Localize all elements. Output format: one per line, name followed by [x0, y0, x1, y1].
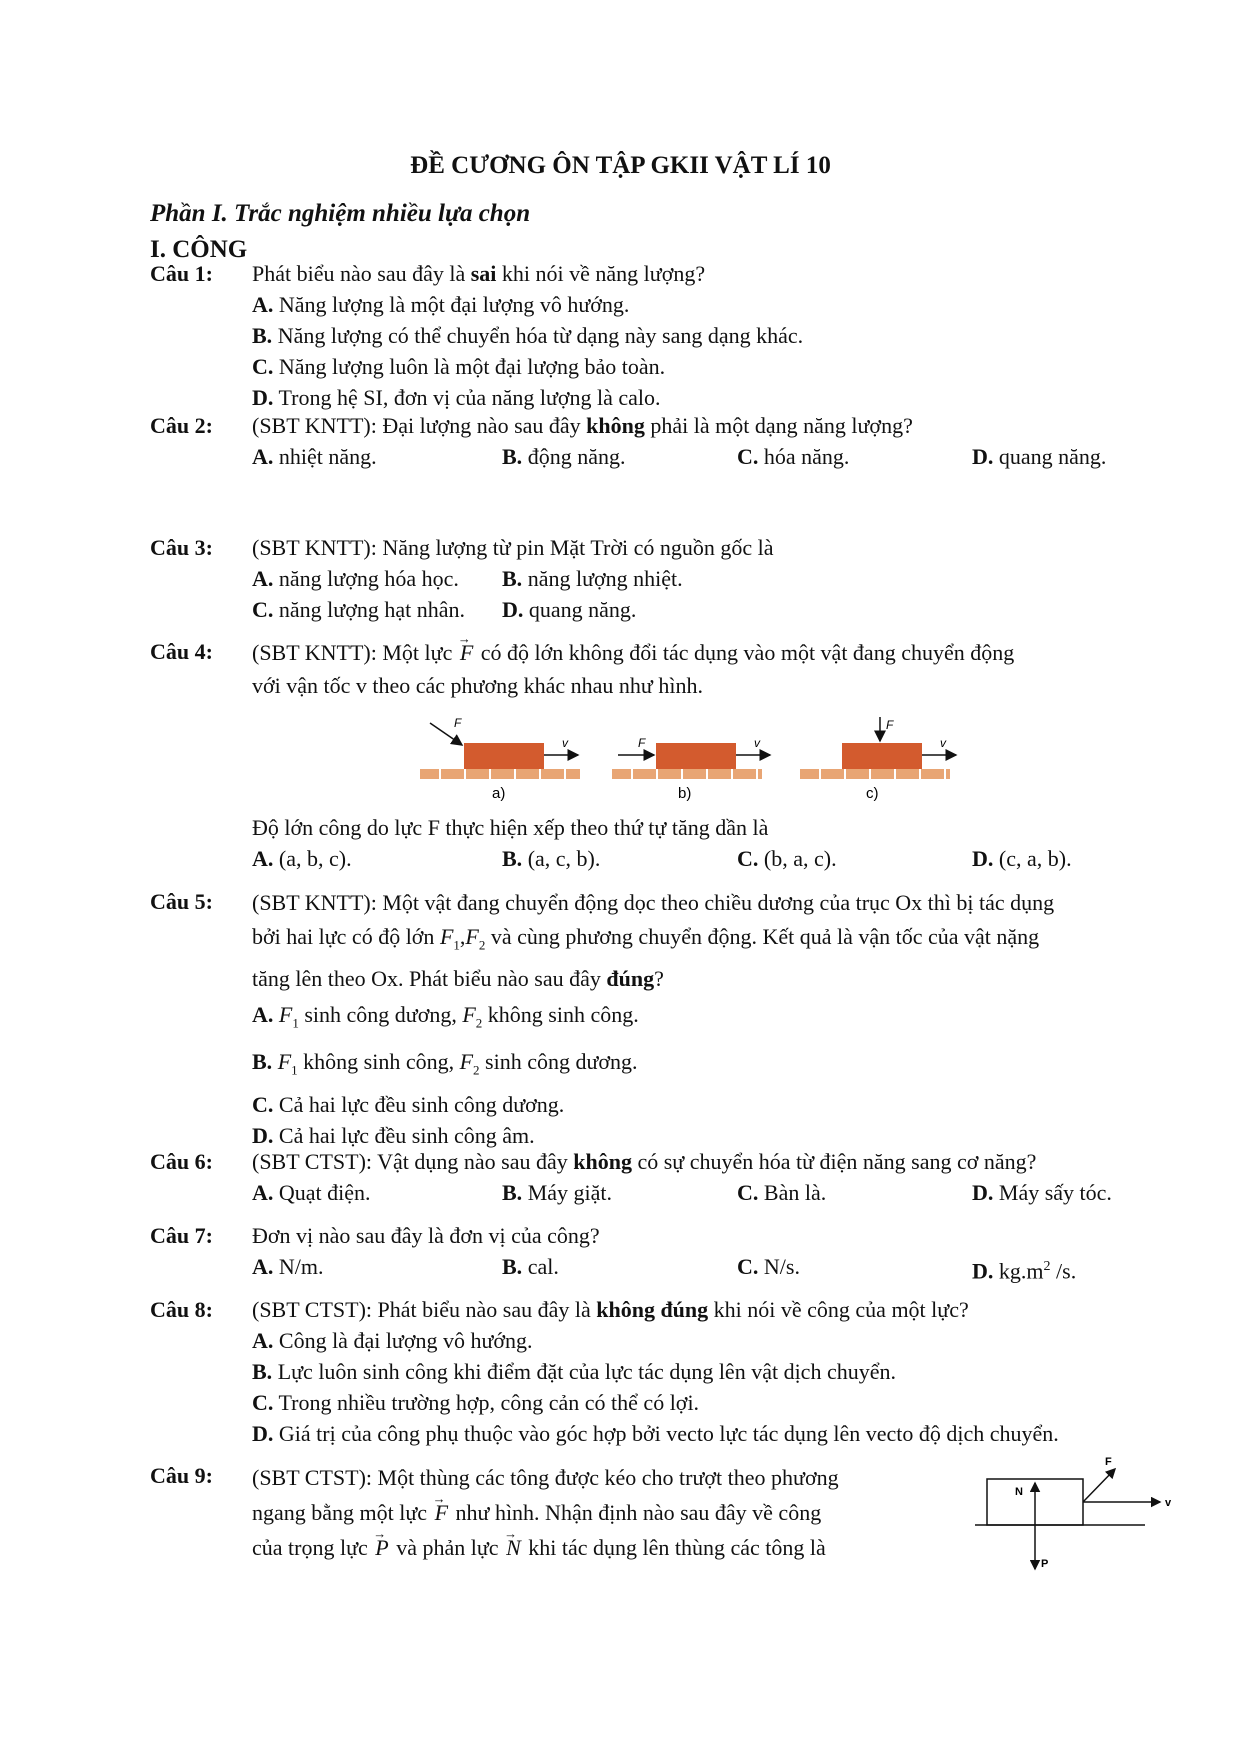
- velocity-label: v: [754, 736, 760, 750]
- option-c: C. hóa năng.: [737, 444, 850, 469]
- option-b: B. cal.: [502, 1254, 559, 1279]
- figure-force-directions: [420, 715, 980, 805]
- option-d: D. $kg.m^2$ /s.: [972, 1258, 1077, 1284]
- option-c: C. Bàn là.: [737, 1180, 827, 1205]
- question-label: Câu 2:: [150, 413, 213, 438]
- option-d: D. Giá trị của công phụ thuộc vào góc hợp bởi vecto lực tác dụng lên vecto độ dịch chuyển.: [252, 1421, 1059, 1446]
- option-d: D. quang năng.: [972, 444, 1107, 469]
- option-a: A. nhiệt năng.: [252, 444, 377, 469]
- figure-label: b): [678, 785, 692, 802]
- question-stem: (SBT KNTT): Một vật đang chuyển động dọc theo chiều dương của trục Ox thì bị tác dụng: [252, 890, 1055, 915]
- question-stem: (SBT CTST): Phát biểu nào sau đây là không đúng khi nói về công của một lực?: [252, 1297, 969, 1322]
- option-a: A. Quạt điện.: [252, 1180, 371, 1205]
- option-b: B. (a, c, b).: [502, 846, 601, 871]
- figure-label: c): [866, 785, 879, 802]
- option-c: C. Năng lượng luôn là một đại lượng bảo toàn.: [252, 354, 666, 379]
- figure-a: [420, 716, 580, 802]
- question-stem: (SBT CTST): Một thùng các tông được kéo cho trượt theo phương: [252, 1465, 839, 1490]
- option-b: B. năng lượng nhiệt.: [502, 566, 683, 591]
- option-a: A. Công là đại lượng vô hướng.: [252, 1328, 533, 1353]
- question-4: [150, 636, 1150, 701]
- option-b: B. Máy giặt.: [502, 1180, 613, 1205]
- question-stem-cont: với vận tốc v theo các phương khác nhau như hình.: [252, 673, 703, 698]
- normal-force-label: N: [1015, 1486, 1023, 1498]
- question-stem-cont: Độ lớn công do lực F thực hiện xếp theo thứ tự tăng dần là: [252, 815, 769, 840]
- option-c: C. năng lượng hạt nhân.: [252, 597, 465, 622]
- question-label: Câu 8:: [150, 1297, 213, 1322]
- option-a: A. N/m.: [252, 1254, 324, 1279]
- question-5: [150, 886, 1150, 1151]
- question-stem: (SBT CTST): Vật dụng nào sau đây không có sự chuyển hóa từ điện năng sang cơ năng?: [252, 1149, 1037, 1174]
- force-label: F: [1105, 1456, 1112, 1468]
- question-1: [150, 258, 1150, 413]
- question-3: [150, 532, 1150, 625]
- figure-label: a): [492, 785, 506, 802]
- option-d: D. quang năng.: [502, 597, 637, 622]
- part-heading: Phần I. Trắc nghiệm nhiều lựa chọn: [150, 200, 531, 227]
- question-8: [150, 1294, 1150, 1449]
- figure-box-forces: [975, 1455, 1185, 1575]
- option-b: B. $F_1$ không sinh công, $F_2$ sinh công dương.: [252, 1048, 638, 1078]
- question-stem-cont: ngang bằng một lực → F như hình. Nhận định nào sau đây về công: [252, 1495, 970, 1530]
- question-4-cont: [150, 812, 1150, 874]
- question-stem: Đơn vị nào sau đây là đơn vị của công?: [252, 1223, 600, 1248]
- question-stem-cont: của trọng lực → P và phản lực → N khi tác dụng lên thùng các tông là: [252, 1530, 970, 1565]
- section-heading: I. CÔNG: [150, 236, 248, 263]
- figure-c: [800, 717, 956, 802]
- question-label: Câu 6:: [150, 1149, 213, 1174]
- question-label: Câu 3:: [150, 535, 213, 560]
- option-c: C. (b, a, c).: [737, 846, 837, 871]
- option-d: D. Trong hệ SI, đơn vị của năng lượng là calo.: [252, 385, 661, 410]
- option-d: D. Cả hai lực đều sinh công âm.: [252, 1123, 535, 1149]
- velocity-label: v: [940, 736, 946, 750]
- question-label: Câu 7:: [150, 1223, 213, 1248]
- question-stem: (SBT KNTT): Đại lượng nào sau đây không phải là một dạng năng lượng?: [252, 413, 913, 438]
- velocity-label: v: [562, 736, 568, 750]
- question-label: Câu 5:: [150, 889, 213, 914]
- question-9: [150, 1460, 970, 1565]
- question-7: [150, 1220, 1150, 1282]
- weight-label: P: [1041, 1558, 1049, 1570]
- question-2: [150, 410, 1150, 472]
- question-stem-cont: bởi hai lực có độ lớn $F_1,F_2$ và cùng phương chuyển động. Kết quả là vận tốc của vật nặng: [252, 924, 1040, 953]
- option-b: B. Lực luôn sinh công khi điểm đặt của lực tác dụng lên vật dịch chuyển.: [252, 1359, 896, 1384]
- question-label: Câu 9:: [150, 1463, 213, 1488]
- option-c: C. Trong nhiều trường hợp, công cản có thể có lợi.: [252, 1390, 700, 1415]
- question-label: Câu 1:: [150, 261, 213, 286]
- question-stem: (SBT KNTT): Một lực → F có độ lớn không đổi tác dụng vào một vật đang chuyển động: [252, 636, 1150, 670]
- velocity-label: v: [1165, 1497, 1172, 1509]
- option-a: A. (a, b, c).: [252, 846, 352, 871]
- option-a: A. Năng lượng là một đại lượng vô hướng.: [252, 292, 630, 317]
- force-label: F: [638, 736, 646, 750]
- figure-b: [612, 736, 770, 802]
- question-stem-cont: tăng lên theo Ox. Phát biểu nào sau đây đúng?: [252, 966, 664, 992]
- option-b: B. động năng.: [502, 444, 626, 469]
- force-label: F: [454, 716, 462, 730]
- page-title: ĐỀ CƯƠNG ÔN TẬP GKII VẬT LÍ 10: [410, 152, 831, 179]
- question-label: Câu 4:: [150, 639, 213, 664]
- option-d: D. Máy sấy tóc.: [972, 1180, 1112, 1205]
- option-c: C. N/s.: [737, 1254, 800, 1279]
- option-a: A. $F_1$ sinh công dương, $F_2$ không sinh công.: [252, 1002, 639, 1031]
- question-6: [150, 1146, 1150, 1208]
- option-d: D. (c, a, b).: [972, 846, 1072, 871]
- option-a: A. năng lượng hóa học.: [252, 566, 459, 591]
- option-c: C. Cả hai lực đều sinh công dương.: [252, 1092, 565, 1118]
- force-label: F: [886, 718, 894, 732]
- option-b: B. Năng lượng có thể chuyển hóa từ dạng này sang dạng khác.: [252, 323, 804, 348]
- question-stem: Phát biểu nào sau đây là sai khi nói về năng lượng?: [252, 261, 706, 286]
- question-stem: (SBT KNTT): Năng lượng từ pin Mặt Trời có nguồn gốc là: [252, 535, 774, 560]
